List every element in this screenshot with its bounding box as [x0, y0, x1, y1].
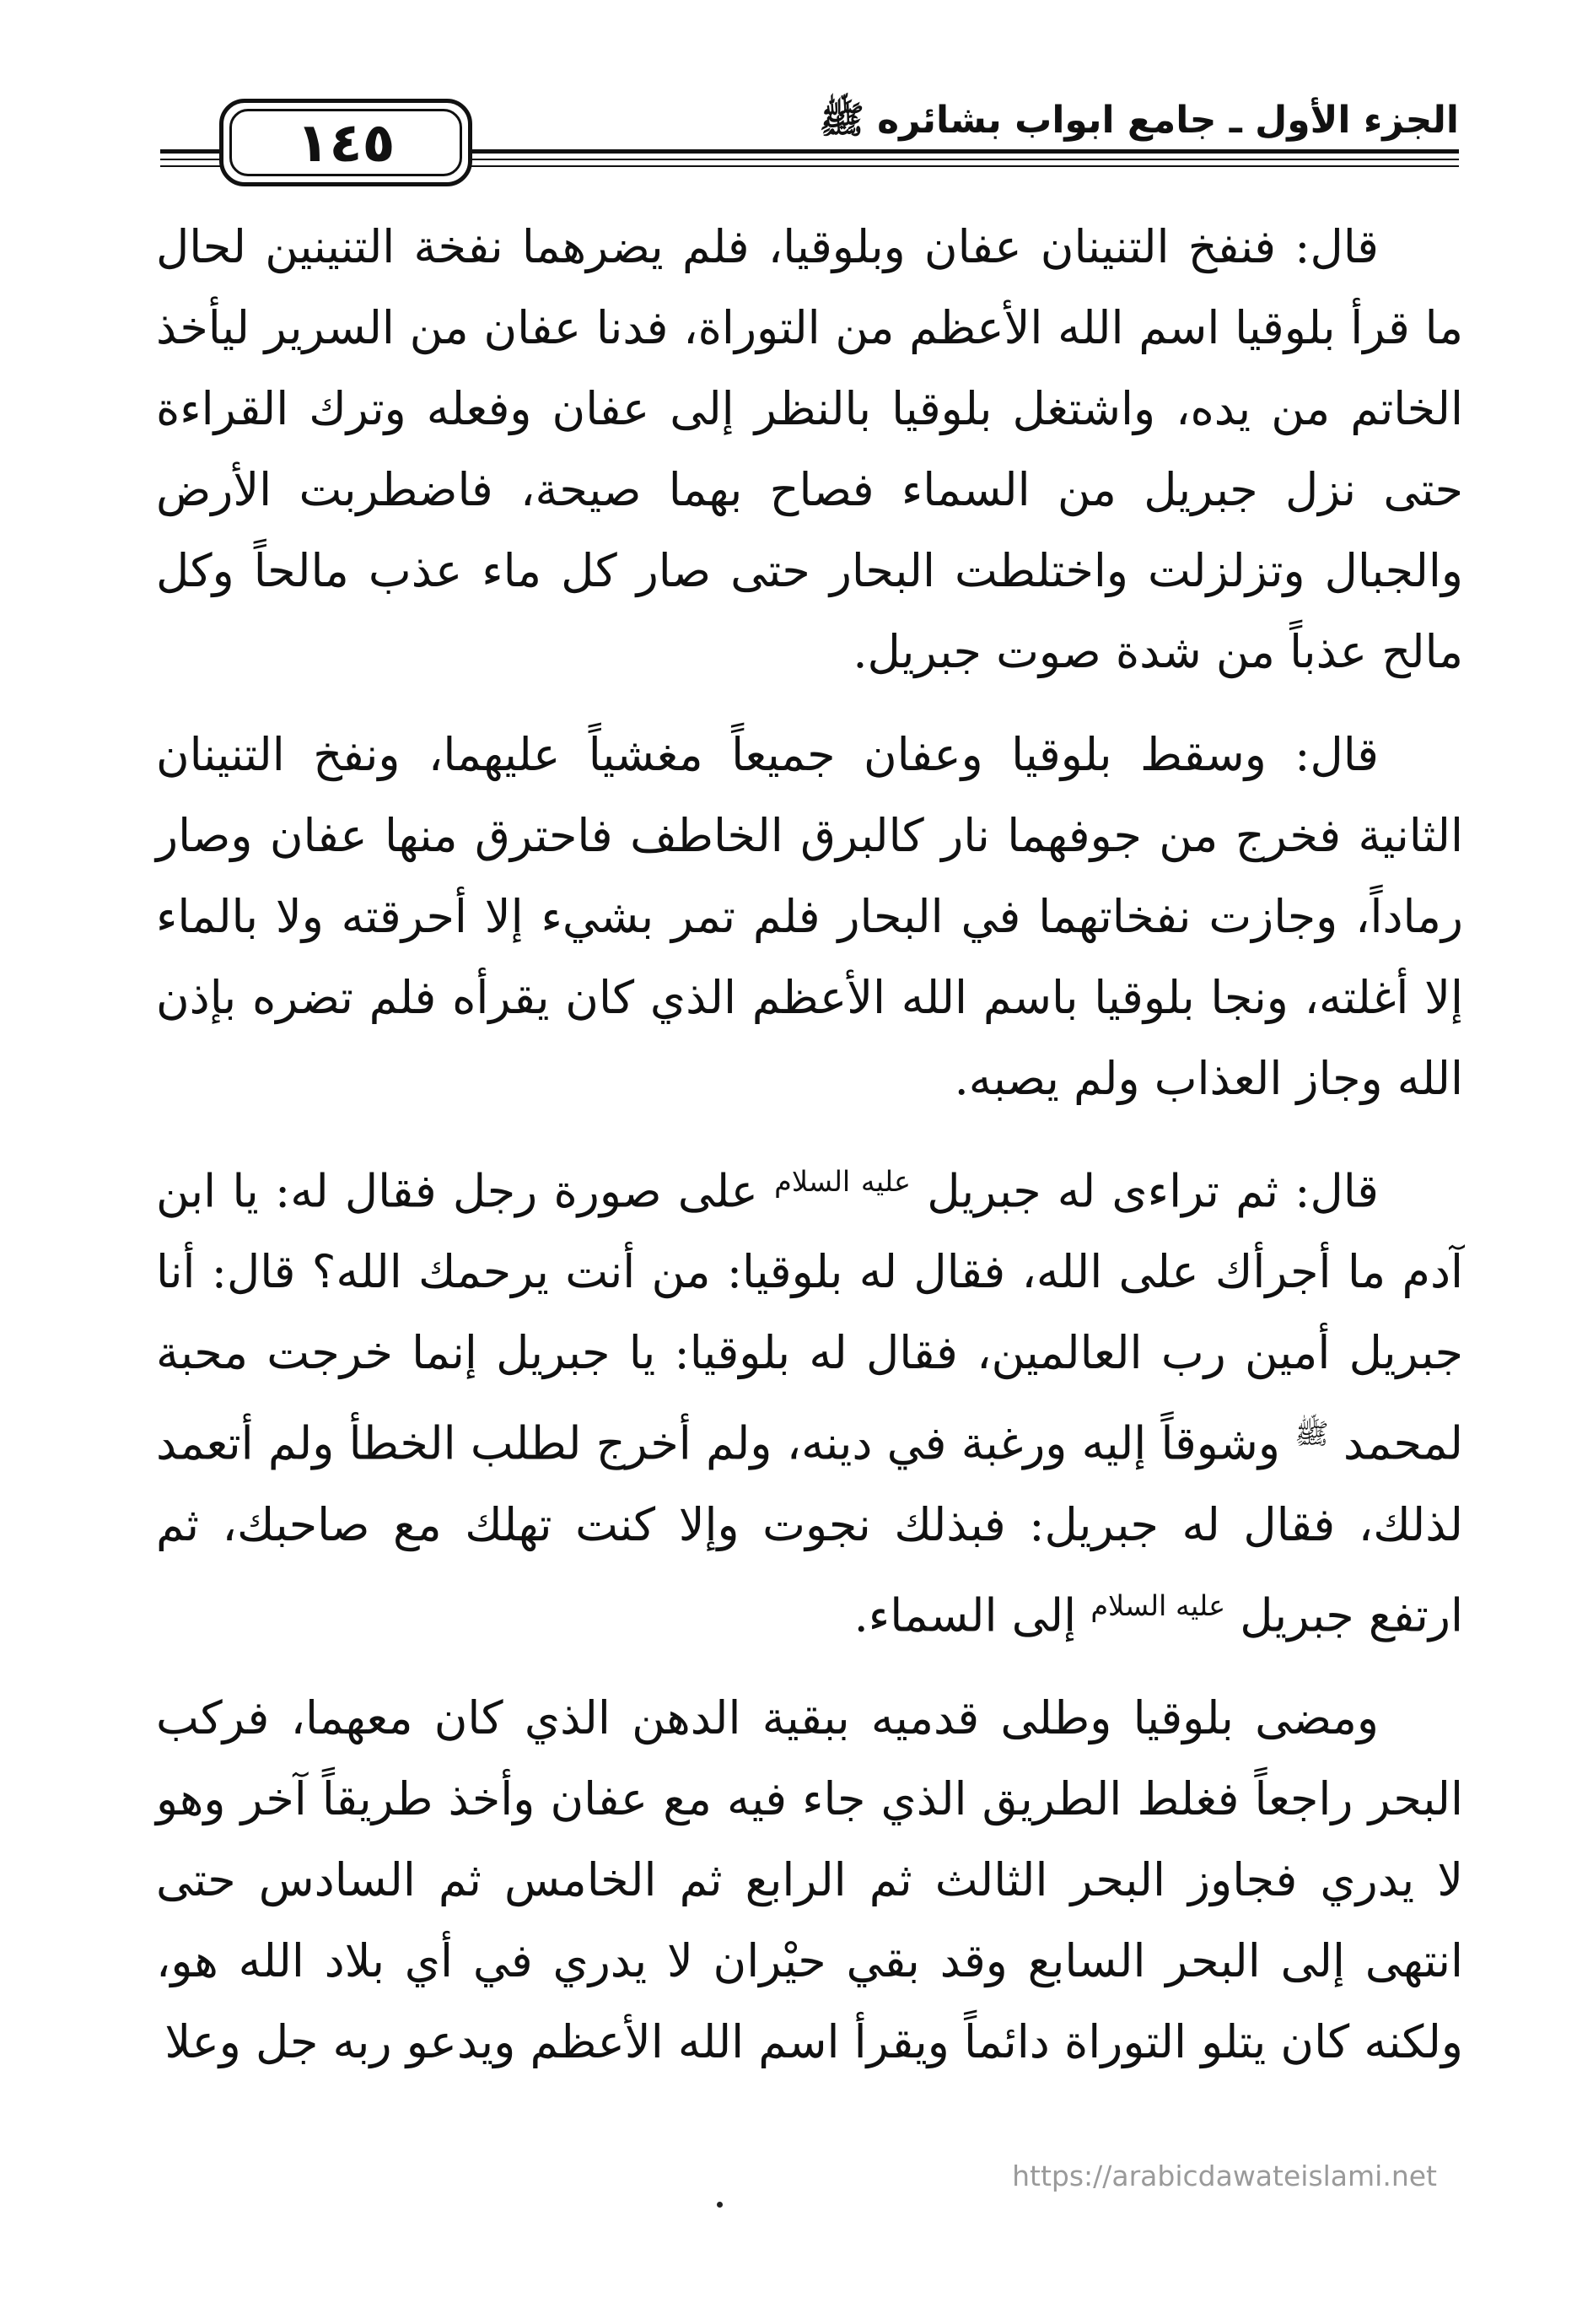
running-title: الجزء الأول ـ جامع ابواب بشائره ﷺ [808, 97, 1459, 144]
honorific-glyph: عليه السلام [774, 1165, 911, 1198]
honorific-glyph: عليه السلام [1090, 1588, 1226, 1622]
page-number-frame [219, 99, 472, 186]
honorific-glyph: ﷺ [1294, 1417, 1329, 1451]
watermark-url: https://arabicdawateislami.net [1012, 2160, 1437, 2192]
paragraph-4: ومضى بلوقيا وطلى قدميه ببقية الدهن الذي كان معهما، فركب البحر راجعاً فغلط الطريق الذي جاء فيه مع عفان وأخذ طريقاً آخر وهو لا يدري فجاوز البحر الثالث ثم الرابع ثم الخامس ثم السادس حتى انتهى إلى البحر السابع وقد بقي حيْران لا يدري في أي بلاد الله هو، ولكنه كان يتلو التوراة دائماً ويقرأ اسم الله الأعظم ويدعو ربه جل وعلا [156, 1691, 1463, 2069]
page-header [160, 80, 1459, 198]
paragraph-2: قال: وسقط بلوقيا وعفان جميعاً مغشياً عليهما، ونفخ التنينان الثانية فخرج من جوفهما نار كالبرق الخاطف فاحترق منها عفان وصار رماداً، وجازت نفخاتهما في البحار فلم تمر بشيء إلا أحرقته ولا بالماء إلا أغلته، ونجا بلوقيا باسم الله الأعظم الذي كان يقرأه فلم تضره بإذن الله وجاز العذاب ولم يصبه. [156, 728, 1463, 1105]
paragraph-3-text-a: قال: ثم تراءى له جبريل [927, 1164, 1379, 1218]
paragraph-3-text-c: وشوقاً إليه ورغبة في دينه، ولم أخرج لطلب الخطأ ولم أتعمد لذلك، فقال له جبريل: فبذلك نجوت وإلا كنت تهلك مع صاحبك، ثم ارتفع جبريل [156, 1416, 1463, 1642]
paragraph-1: قال: فنفخ التنينان عفان وبلوقيا، فلم يضرهما نفخة التنينين لحال ما قرأ بلوقيا اسم الله الأعظم من التوراة، فدنا عفان من السرير ليأخذ الخاتم من يده، واشتغل بلوقيا بالنظر إلى عفان وفعله وترك القراءة حتى نزل جبريل من السماء فصاح بهما صيحة، فاضطربت الأرض والجبال وتزلزلت واختلطت البحار حتى صار كل ماء عذب مالحاً وكل مالح عذباً من شدة صوت جبريل. [156, 220, 1463, 678]
page-body [156, 207, 1463, 2105]
page-number: ١٤٥ [296, 112, 396, 175]
footer-dot [717, 2202, 723, 2208]
paragraph-3-text-b: على صورة رجل فقال له: يا ابن آدم ما أجرأك على الله، فقال له بلوقيا: من أنت يرحمك الله؟ قال: أنا جبريل أمين رب العالمين، فقال له بلوقيا: يا جبريل إنما خرجت محبة لمحمد [156, 1164, 1463, 1470]
paragraph-3-text-d: إلى السماء. [853, 1588, 1077, 1642]
paragraph-3 [156, 1141, 1463, 1656]
